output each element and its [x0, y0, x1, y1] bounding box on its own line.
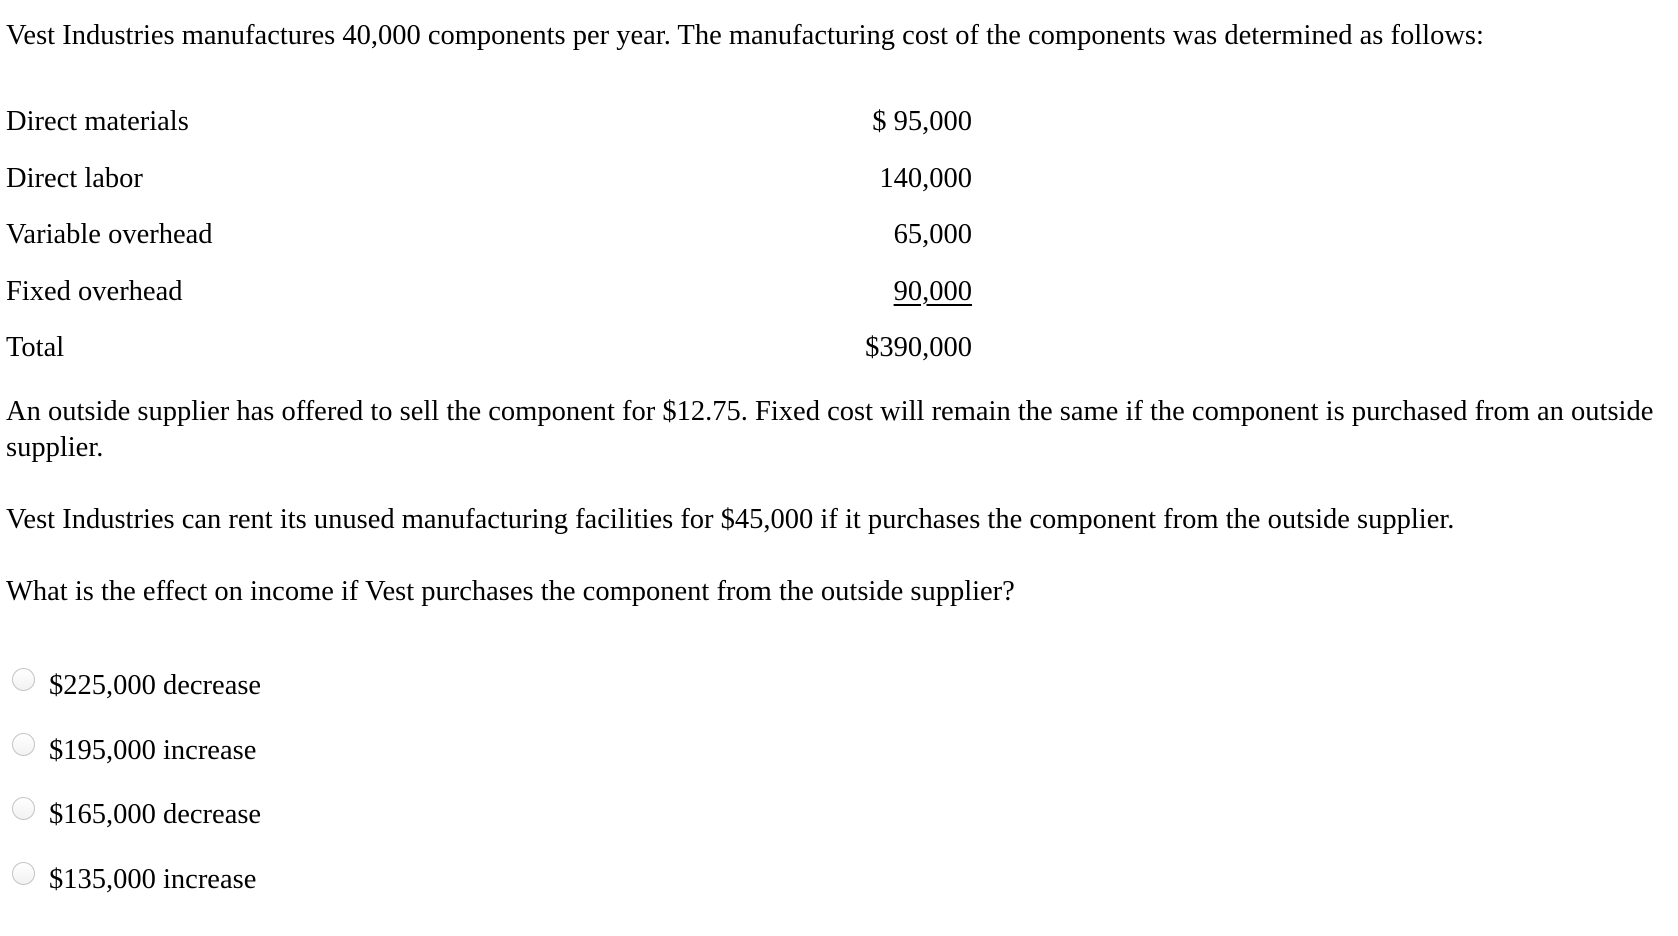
cost-label: Total: [6, 332, 65, 363]
cost-value: $390,000: [865, 332, 972, 363]
cost-label: Variable overhead: [6, 219, 213, 250]
problem-intro: Vest Industries manufactures 40,000 components per year. The manufacturing cost of the components was determined as follows:: [6, 20, 1484, 51]
radio-button[interactable]: [12, 862, 35, 885]
radio-button[interactable]: [12, 668, 35, 691]
answer-option-label[interactable]: $195,000 increase: [49, 734, 257, 766]
cost-row-variable-overhead: [6, 215, 972, 272]
answer-option-label[interactable]: $165,000 decrease: [49, 799, 262, 830]
cost-label: Direct labor: [6, 162, 143, 194]
cost-row-fixed-overhead: [6, 272, 972, 329]
question-text: What is the effect on income if Vest purchases the component from the outside supplier?: [6, 576, 1015, 607]
radio-button[interactable]: [12, 797, 35, 820]
cost-row-direct-materials: [6, 102, 972, 159]
answer-option-label[interactable]: $135,000 increase: [49, 863, 257, 895]
cost-row-total: [6, 328, 972, 385]
supplier-offer-text: An outside supplier has offered to sell the component for $12.75. Fixed cost will remain the same if the component is purchased from an outside supplier.: [6, 396, 1654, 463]
cost-value: 90,000: [893, 275, 972, 307]
cost-value: 65,000: [893, 219, 972, 250]
answer-option-label[interactable]: $225,000 decrease: [49, 670, 262, 701]
cost-label: Direct materials: [6, 106, 189, 137]
cost-value: $ 95,000: [872, 106, 972, 137]
cost-value: 140,000: [879, 162, 972, 194]
cost-label: Fixed overhead: [6, 275, 183, 307]
cost-table: [6, 102, 972, 385]
rent-facility-text: Vest Industries can rent its unused manufacturing facilities for $45,000 if it purchases the component from the outside supplier.: [6, 504, 1455, 535]
radio-button[interactable]: [12, 733, 35, 756]
cost-row-direct-labor: [6, 159, 972, 216]
